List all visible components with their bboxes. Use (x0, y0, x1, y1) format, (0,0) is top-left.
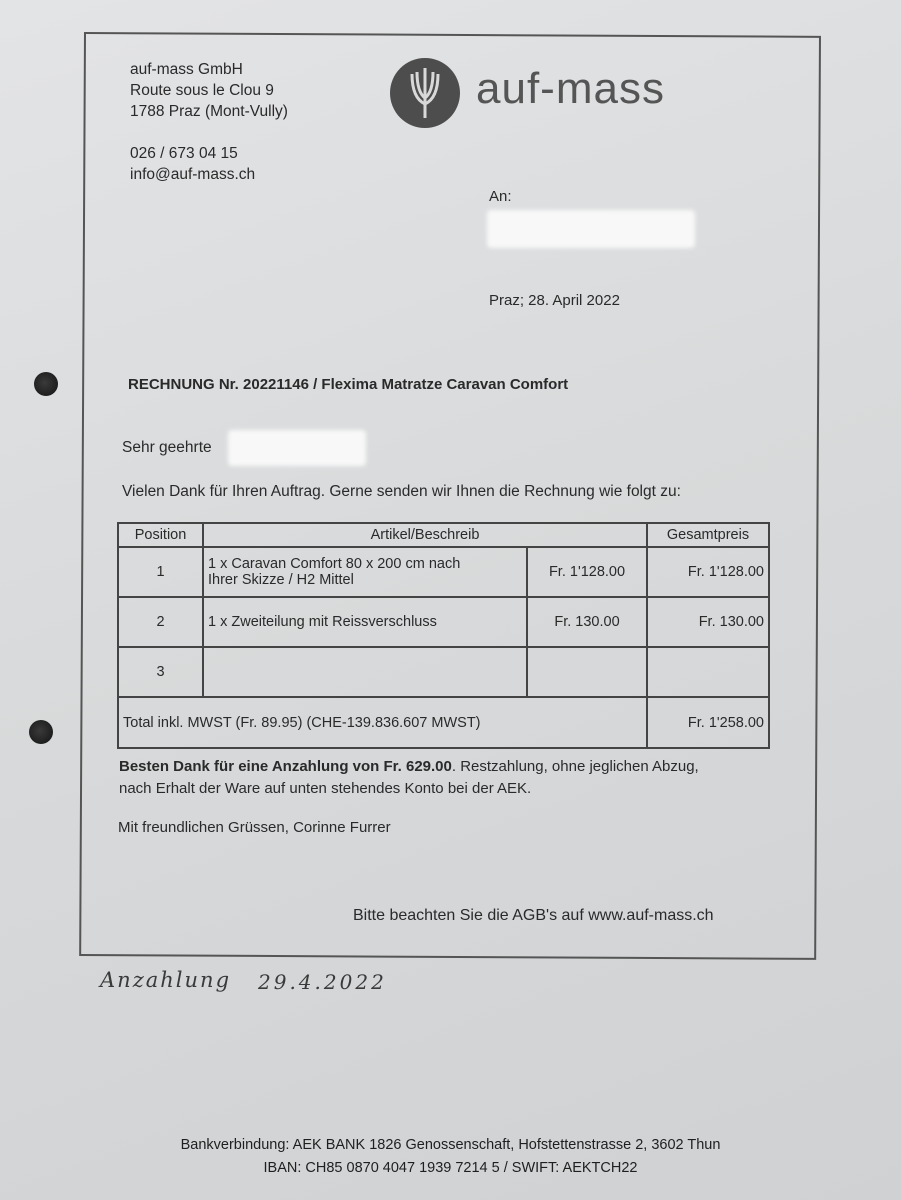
payment-rest: . Restzahlung, ohne jeglichen Abzug, (451, 758, 699, 775)
row-article (203, 547, 527, 597)
company-phone: 026 / 673 04 15 (130, 145, 238, 162)
header-position: Position (118, 523, 203, 547)
total-value: Fr. 1'258.00 (647, 697, 769, 748)
sender-contact (130, 143, 255, 185)
greeting: Sehr geehrte (122, 439, 212, 456)
bank-line2: IBAN: CH85 0870 4047 1939 7214 5 / SWIFT: AEKTCH22 (263, 1160, 638, 1176)
company-email: info@auf-mass.ch (130, 166, 256, 183)
header-total: Gesamtpreis (647, 523, 769, 547)
letter-date: Praz; 28. April 2022 (489, 292, 620, 309)
payment-bold: Besten Dank für eine Anzahlung von Fr. 629.00 (119, 758, 452, 775)
row-article-line1: 1 x Caravan Comfort 80 x 200 cm nach (208, 556, 461, 572)
table-row (118, 647, 769, 697)
signoff: Mit freundlichen Grüssen, Corinne Furrer (118, 819, 391, 836)
payment-note (119, 756, 699, 800)
row-article: 1 x Zweiteilung mit Reissverschluss (203, 597, 527, 647)
row-total: Fr. 130.00 (647, 597, 769, 647)
recipient-redaction (487, 210, 695, 248)
greeting-redaction (228, 430, 366, 466)
trident-logo-icon (390, 58, 460, 128)
row-article-line2: Ihrer Skizze / H2 Mittel (208, 572, 354, 588)
invoice-table (117, 522, 770, 749)
row-total: Fr. 1'128.00 (647, 547, 769, 597)
row-position: 1 (118, 547, 203, 597)
handwritten-note: Anzahlung (100, 968, 232, 992)
invoice-title: RECHNUNG Nr. 20221146 / Flexima Matratze Caravan Comfort (128, 376, 569, 393)
table-header-row (118, 523, 769, 547)
handwritten-date: 29.4.2022 (258, 970, 387, 994)
row-position: 3 (118, 647, 203, 697)
punch-hole-bottom (29, 720, 53, 744)
company-logo (390, 58, 740, 130)
company-city: 1788 Praz (Mont-Vully) (130, 103, 288, 120)
recipient-label: An: (489, 188, 512, 205)
punch-hole-top (34, 372, 58, 396)
row-position: 2 (118, 597, 203, 647)
row-unit-price: Fr. 1'128.00 (527, 547, 647, 597)
row-total (647, 647, 769, 697)
row-unit-price (527, 647, 647, 697)
company-street: Route sous le Clou 9 (130, 82, 274, 99)
payment-line2: nach Erhalt der Ware auf unten stehendes Konto bei der AEK. (119, 780, 532, 797)
table-row (118, 547, 769, 597)
table-total-row (118, 697, 769, 748)
agb-note: Bitte beachten Sie die AGB's auf www.auf-mass.ch (353, 907, 714, 924)
sender-address (130, 59, 288, 122)
logo-text: auf-mass (476, 64, 665, 113)
table-row (118, 597, 769, 647)
row-article (203, 647, 527, 697)
bank-line1: Bankverbindung: AEK BANK 1826 Genossenschaft, Hofstettenstrasse 2, 3602 Thun (180, 1137, 721, 1153)
row-unit-price: Fr. 130.00 (527, 597, 647, 647)
header-article: Artikel/Beschreib (203, 523, 647, 547)
intro-text: Vielen Dank für Ihren Auftrag. Gerne senden wir Ihnen die Rechnung wie folgt zu: (122, 483, 681, 500)
total-label: Total inkl. MWST (Fr. 89.95) (CHE-139.836.607 MWST) (118, 697, 647, 748)
company-name: auf-mass GmbH (130, 61, 243, 78)
